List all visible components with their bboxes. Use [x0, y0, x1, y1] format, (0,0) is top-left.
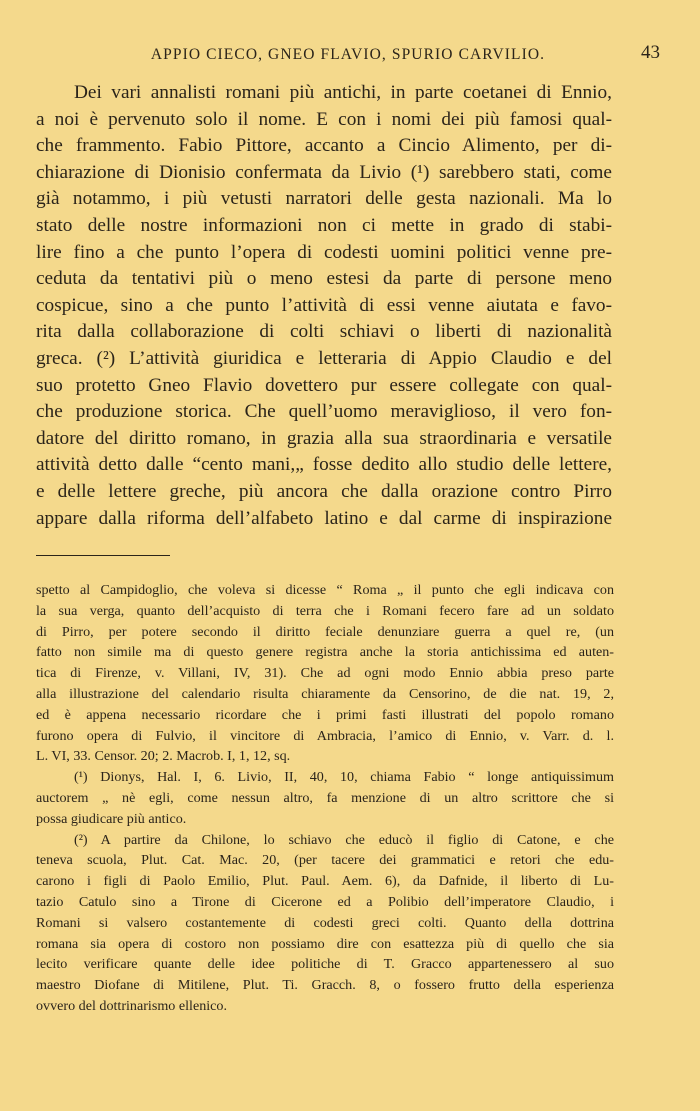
footnote-line: spetto al Campidoglio, che voleva si dicesse “ Roma „ il punto che egli indicava con: [36, 582, 614, 598]
footnote-1-line: possa giudicare più antico.: [36, 810, 187, 827]
text-line: già notammo, i più vetusti narratori delle gesta nazionali. Ma lo: [36, 188, 612, 210]
footnote-separator: [36, 555, 170, 556]
text-line: rita dalla collaborazione di colti schiavi o liberti di nazionalità: [36, 321, 612, 343]
footnote-2-line: carono i figli di Paolo Emilio, Plut. Paul. Aem. 6), da Dafnide, il liberto di Lu-: [36, 873, 614, 890]
text-line: lire fino a che punto l’opera di codesti uomini politici venne pre-: [36, 241, 612, 263]
page-number: 43: [641, 42, 660, 63]
text-line: cospicue, sino a che punto l’attività di essi venne aiutata e favo-: [36, 294, 612, 316]
footnote-line: tica di Firenze, v. Villani, IV, 31). Che ad ogni modo Ennio abbia preso parte: [36, 665, 614, 682]
text-line: chiarazione di Dionisio confermata da Livio (¹) sarebbero stati, come: [36, 161, 612, 183]
text-line: datore del diritto romano, in grazia alla sua straordinaria e versatile: [36, 427, 612, 449]
footnote-line: alla illustrazione del calendario risulta chiaramente da Censorino, de die nat. 19, 2,: [36, 685, 614, 702]
footnote-line: L. VI, 33. Censor. 20; 2. Macrob. I, 1, 12, sq.: [36, 748, 291, 765]
text-line: ceduta da tentativi più o meno estesi da parte di persone meno: [36, 268, 612, 290]
footnote-2-line: romana sia opera di costoro non possiamo dire con esattezza più di quello che sia: [36, 935, 614, 952]
text-line: suo protetto Gneo Flavio dovettero pur essere collegate con qual-: [36, 374, 612, 396]
text-line: Dei vari annalisti romani più antichi, in parte coetanei di Ennio,: [74, 82, 612, 103]
footnote-2-line: tazio Catulo sino a Tirone di Cicerone ed a Polibio dell’imperatore Claudio, i: [36, 893, 614, 910]
footnote-2-line: ovvero del dottrinarismo ellenico.: [36, 997, 227, 1014]
text-line: che frammento. Fabio Pittore, accanto a Cincio Alimento, per di-: [36, 135, 612, 157]
text-line: attività detto dalle “cento mani,„ fosse dedito allo studio delle lettere,: [36, 454, 612, 476]
footnote-2-line: maestro Diofane di Mitilene, Plut. Ti. Gracch. 8, o fossero frutto della esperienza: [36, 977, 614, 994]
footnote-1-line: auctorem „ nè egli, come nessun altro, fa menzione di un altro scrittore che si: [36, 789, 614, 806]
footnote-2-line: Romani si valsero costantemente di codesti greci colti. Quanto della dottrina: [36, 914, 614, 931]
text-line: appare dalla riforma dell’alfabeto latino e dal carme di inspirazione: [36, 507, 612, 529]
footnote-line: la sua verga, quanto dell’acquisto di terra che i Romani fecero fare ad un soldato: [36, 602, 614, 619]
footnote-line: ed è appena necessario ricordare che i primi fasti illustrati del popolo romano: [36, 706, 614, 723]
footnote-line: fatto non simile ma di questo genere registra anche la storia antichissima ed auten-: [36, 644, 614, 661]
footnote-1-line: (¹) Dionys, Hal. I, 6. Livio, II, 40, 10, chiama Fabio “ longe antiquissimum: [74, 769, 614, 786]
footnote-2-line: (²) A partire da Chilone, lo schiavo che educò il figlio di Catone, e che: [74, 831, 614, 848]
footnote-line: furono opera di Fulvio, il vincitore di Ambracia, l’amico di Ennio, v. Varr. d. l.: [36, 727, 614, 744]
page-header: [36, 42, 660, 66]
text-line: che produzione storica. Che quell’uomo meraviglioso, il vero fon-: [36, 401, 612, 423]
running-title: APPIO CIECO, GNEO FLAVIO, SPURIO CARVILIO.: [150, 46, 546, 63]
main-text-body: [36, 80, 612, 532]
footnote-2-line: teneva scuola, Plut. Cat. Mac. 20, (per tacere dei grammatici e retori che edu-: [36, 852, 614, 869]
footnote-line: di Pirro, per potere secondo il diritto feciale denunziare guerra a quel re, (un: [36, 623, 614, 640]
footnote-2-line: lecito verificare quante delle idee politiche di T. Gracco appartenessero al suo: [36, 956, 614, 973]
text-line: stato delle nostre informazioni non ci mette in grado di stabi-: [36, 214, 612, 236]
text-line: e delle lettere greche, più ancora che dalla orazione contro Pirro: [36, 480, 612, 502]
text-line: greca. (²) L’attività giuridica e letteraria di Appio Claudio e del: [36, 347, 612, 369]
text-line: a noi è pervenuto solo il nome. E con i nomi dei più famosi qual-: [36, 108, 612, 130]
footnotes: [36, 580, 614, 1017]
